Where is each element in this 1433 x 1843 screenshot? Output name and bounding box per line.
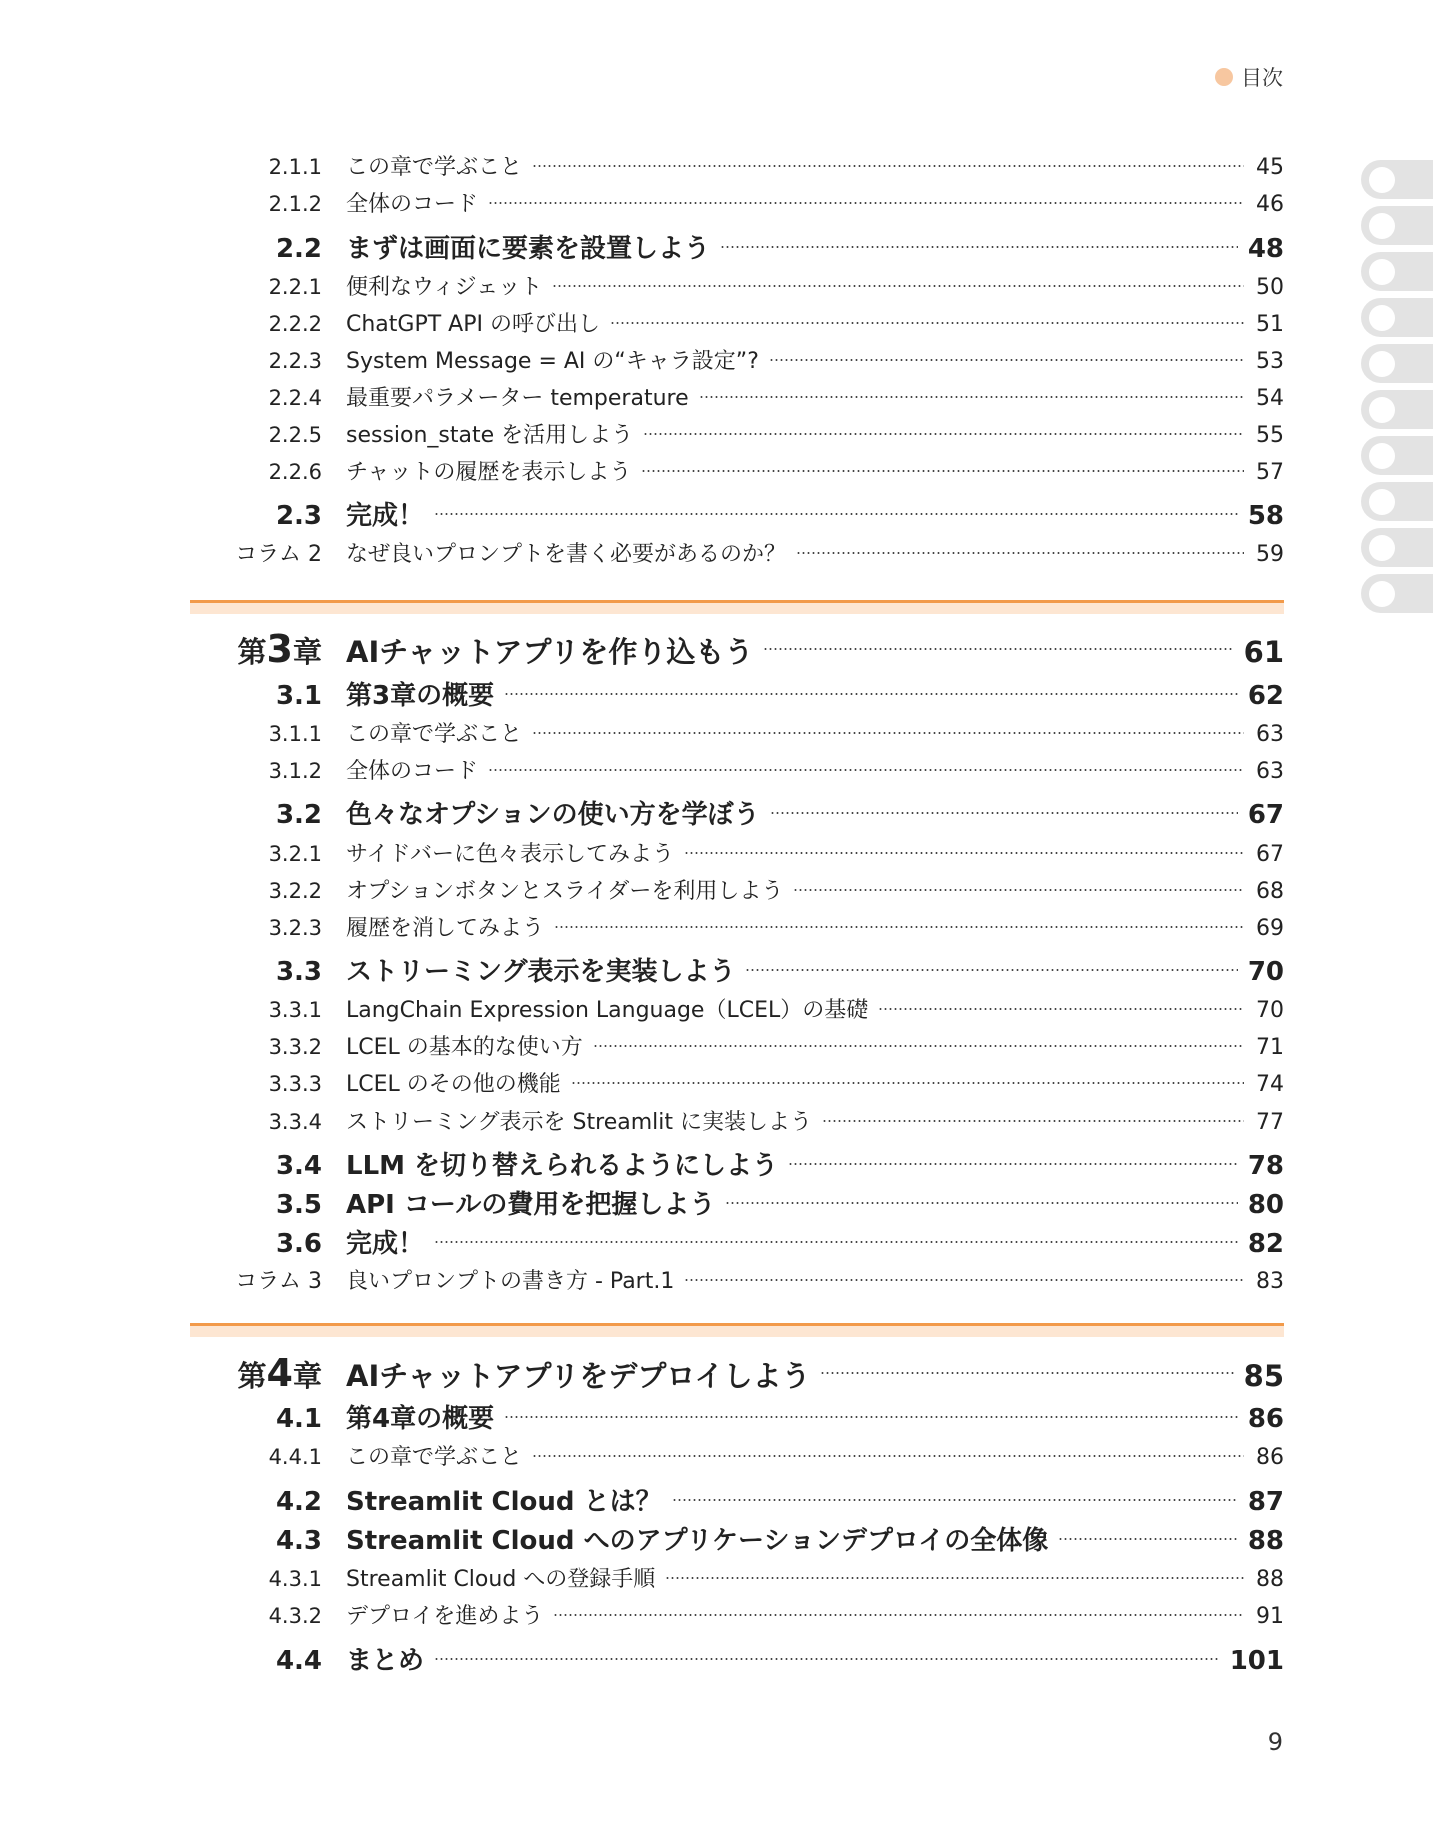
entry-title: チャットの履歴を表示しよう: [346, 460, 632, 485]
entry-number: 3.3.4: [268, 1110, 322, 1134]
entry-number: 3.3.2: [268, 1035, 322, 1059]
entry-number: コラム 3: [235, 1269, 322, 1294]
toc-entry[interactable]: [190, 1223, 1284, 1260]
entry-page: 101: [1229, 1646, 1284, 1676]
toc-entry[interactable]: [190, 794, 1284, 831]
entry-title: サイドバーに色々表示してみよう: [346, 842, 675, 867]
dot-leader: [725, 1202, 1237, 1204]
dot-leader: [665, 1577, 1244, 1579]
toc-entry[interactable]: [190, 1599, 1284, 1630]
chapter-divider: [190, 600, 1284, 614]
entry-title: まとめ: [346, 1646, 425, 1676]
dot-leader: [769, 359, 1244, 361]
entry-page: 50: [1256, 275, 1284, 300]
toc-entry[interactable]: [190, 951, 1284, 988]
toc-entry[interactable]: [190, 1440, 1284, 1471]
entry-title: ストリーミング表示を Streamlit に実装しよう: [346, 1110, 812, 1135]
toc-entry[interactable]: [190, 1105, 1284, 1136]
entry-page: 57: [1256, 460, 1284, 485]
dot-leader: [641, 470, 1244, 472]
entry-title: ストリーミング表示を実装しよう: [346, 957, 736, 987]
entry-number: コラム 2: [235, 542, 322, 567]
entry-number: 3.2.2: [268, 879, 322, 903]
entry-title: この章で学ぶこと: [346, 155, 523, 180]
running-header: [1215, 62, 1283, 92]
entry-title: この章で学ぶこと: [346, 722, 523, 747]
entry-title: この章で学ぶこと: [346, 1445, 523, 1470]
dot-leader: [745, 969, 1237, 971]
entry-number: 3.2.3: [268, 916, 322, 940]
toc-entry[interactable]: [190, 1481, 1284, 1518]
chapter-tab: [1361, 390, 1433, 429]
dot-leader: [699, 396, 1244, 398]
chapter-tab: [1361, 436, 1433, 475]
toc-entry[interactable]: [190, 874, 1284, 905]
entry-title: 全体のコード: [346, 759, 479, 784]
dot-leader: [434, 1658, 1220, 1660]
toc-entry[interactable]: [190, 993, 1284, 1024]
chapter-number: [190, 627, 346, 671]
toc-entry[interactable]: [190, 1640, 1284, 1677]
tab-dot-icon: [1369, 443, 1395, 469]
entry-number: 3.2: [275, 800, 322, 830]
entry-number: 3.3: [275, 957, 322, 987]
entry-title: 全体のコード: [346, 192, 479, 217]
toc-entry[interactable]: [190, 1398, 1284, 1435]
entry-number: 4.3: [275, 1526, 322, 1556]
entry-title: なぜ良いプロンプトを書く必要があるのか？: [346, 542, 787, 567]
entry-page: 53: [1256, 349, 1284, 374]
toc-entry[interactable]: [190, 1520, 1284, 1557]
dot-leader: [553, 1614, 1244, 1616]
dot-leader: [554, 926, 1244, 928]
toc-entry[interactable]: [190, 1030, 1284, 1061]
tab-dot-icon: [1369, 167, 1395, 193]
dot-leader: [593, 1045, 1244, 1047]
header-label: 目次: [1241, 66, 1283, 90]
tab-dot-icon: [1369, 213, 1395, 239]
toc-entry[interactable]: [190, 675, 1284, 712]
header-dot-icon: [1215, 68, 1233, 86]
entry-title: 第4章の概要: [346, 1404, 495, 1434]
entry-number: 3.1.2: [268, 759, 322, 783]
entry-page: 70: [1247, 957, 1284, 987]
entry-number: 3.1: [275, 681, 322, 711]
entry-title: Streamlit Cloud へのアプリケーションデプロイの全体像: [346, 1526, 1049, 1556]
entry-title: LCEL の基本的な使い方: [346, 1035, 583, 1060]
entry-page: 69: [1256, 916, 1284, 941]
entry-title: 第3章の概要: [346, 681, 495, 711]
entry-title: LangChain Expression Language（LCEL）の基礎: [346, 998, 869, 1023]
chapter-tab: [1361, 528, 1433, 567]
entry-title: 色々なオプションの使い方を学ぼう: [346, 800, 760, 830]
dot-leader: [504, 693, 1238, 695]
chapter-tab: [1361, 160, 1433, 199]
entry-number: 2.1.2: [268, 192, 322, 216]
entry-number: 3.6: [275, 1229, 322, 1259]
entry-page: 68: [1256, 879, 1284, 904]
toc-entry[interactable]: [190, 911, 1284, 942]
entry-number: 3.5: [275, 1190, 322, 1220]
chapter-prefix: 第: [237, 635, 267, 669]
entry-page: 70: [1256, 998, 1284, 1023]
chapter-tab: [1361, 574, 1433, 613]
dot-leader: [770, 812, 1238, 814]
entry-page: 55: [1256, 423, 1284, 448]
entry-page: 88: [1256, 1567, 1284, 1592]
entry-number: 3.3.1: [268, 998, 322, 1022]
toc-entry[interactable]: [190, 1145, 1284, 1182]
chapter-tab: [1361, 298, 1433, 337]
entry-number: 3.3.3: [268, 1072, 322, 1096]
chapter-suffix: 章: [292, 1359, 322, 1393]
entry-page: 67: [1247, 800, 1284, 830]
entry-page: 45: [1256, 155, 1284, 180]
dot-leader: [720, 246, 1238, 248]
dot-leader: [504, 1416, 1238, 1418]
toc-entry[interactable]: [190, 150, 1284, 181]
dot-leader: [434, 1241, 1238, 1243]
entry-number: 2.2: [275, 234, 322, 264]
entry-page: 87: [1247, 1487, 1284, 1517]
entry-title: AIチャットアプリをデプロイしよう: [346, 1359, 811, 1393]
chapter-tab: [1361, 206, 1433, 245]
tab-dot-icon: [1369, 259, 1395, 285]
toc-chapter-entry[interactable]: [190, 627, 1284, 671]
dot-leader: [610, 322, 1244, 324]
dot-leader: [796, 552, 1244, 554]
toc-entry[interactable]: [190, 1562, 1284, 1593]
entry-number: 3.4: [275, 1151, 322, 1181]
entry-number: 2.2.3: [268, 349, 322, 373]
entry-page: 67: [1256, 842, 1284, 867]
dot-leader: [788, 1163, 1238, 1165]
toc-entry[interactable]: [190, 455, 1284, 486]
toc-entry[interactable]: [190, 307, 1284, 338]
entry-page: 86: [1247, 1404, 1284, 1434]
entry-page: 71: [1256, 1035, 1284, 1060]
toc-entry[interactable]: [190, 495, 1284, 532]
entry-title: 良いプロンプトの書き方 - Part.1: [346, 1269, 675, 1294]
entry-number: 4.3.2: [268, 1604, 322, 1628]
entry-page: 91: [1256, 1604, 1284, 1629]
chapter-digit: 3: [266, 627, 293, 671]
toc-entry[interactable]: [190, 228, 1284, 265]
entry-title: LLM を切り替えられるようにしよう: [346, 1151, 779, 1181]
entry-page: 88: [1247, 1526, 1284, 1556]
dot-leader: [672, 1499, 1238, 1501]
entry-title: API コールの費用を把握しよう: [346, 1190, 716, 1220]
toc-entry[interactable]: [190, 344, 1284, 375]
chapter-number: [190, 1351, 346, 1395]
entry-number: 2.1.1: [268, 155, 322, 179]
entry-number: 3.1.1: [268, 722, 322, 746]
dot-leader: [643, 433, 1244, 435]
entry-title: オプションボタンとスライダーを利用しよう: [346, 879, 784, 904]
dot-leader: [793, 889, 1244, 891]
entry-title: 履歴を消してみよう: [346, 916, 545, 941]
entry-title: AIチャットアプリを作り込もう: [346, 635, 754, 669]
tab-dot-icon: [1369, 305, 1395, 331]
entry-number: 2.2.1: [268, 275, 322, 299]
entry-page: 86: [1256, 1445, 1284, 1470]
dot-leader: [488, 769, 1244, 771]
tab-dot-icon: [1369, 489, 1395, 515]
chapter-tab: [1361, 344, 1433, 383]
entry-page: 46: [1256, 192, 1284, 217]
entry-number: 2.2.4: [268, 386, 322, 410]
entry-title: System Message = AI の“キャラ設定”?: [346, 349, 759, 374]
chapter-divider: [190, 1323, 1284, 1337]
toc-entry[interactable]: [190, 717, 1284, 748]
tab-dot-icon: [1369, 581, 1395, 607]
toc-entry[interactable]: [190, 270, 1284, 301]
dot-leader: [532, 1455, 1244, 1457]
entry-number: 2.2.5: [268, 423, 322, 447]
dot-leader: [878, 1008, 1244, 1010]
toc-entry[interactable]: [190, 754, 1284, 785]
entry-page: 74: [1256, 1072, 1284, 1097]
entry-page: 80: [1247, 1190, 1284, 1220]
entry-page: 58: [1247, 501, 1284, 531]
entry-page: 63: [1256, 722, 1284, 747]
entry-page: 48: [1247, 234, 1284, 264]
entry-title: 便利なウィジェット: [346, 275, 543, 300]
entry-title: ChatGPT API の呼び出し: [346, 312, 600, 337]
toc-entry[interactable]: [190, 1184, 1284, 1221]
entry-page: 78: [1247, 1151, 1284, 1181]
entry-number: 4.4.1: [268, 1445, 322, 1469]
dot-leader: [532, 165, 1244, 167]
dot-leader: [571, 1082, 1244, 1084]
entry-page: 77: [1256, 1110, 1284, 1135]
entry-title: 最重要パラメーター temperature: [346, 386, 689, 411]
entry-number: 2.2.2: [268, 312, 322, 336]
entry-page: 59: [1256, 542, 1284, 567]
dot-leader: [820, 1372, 1233, 1374]
toc-entry[interactable]: [190, 537, 1284, 568]
toc-entry[interactable]: [190, 1067, 1284, 1098]
entry-number: 4.2: [275, 1487, 322, 1517]
entry-page: 83: [1256, 1269, 1284, 1294]
entry-number: 2.3: [275, 501, 322, 531]
dot-leader: [763, 648, 1233, 650]
tab-dot-icon: [1369, 535, 1395, 561]
toc-entry[interactable]: [190, 187, 1284, 218]
dot-leader: [552, 285, 1244, 287]
dot-leader: [532, 732, 1244, 734]
chapter-prefix: 第: [237, 1359, 267, 1393]
toc-entry[interactable]: [190, 1264, 1284, 1295]
dot-leader: [488, 202, 1244, 204]
chapter-suffix: 章: [292, 635, 322, 669]
dot-leader: [822, 1120, 1244, 1122]
entry-page: 62: [1247, 681, 1284, 711]
dot-leader: [684, 852, 1244, 854]
entry-title: 完成！: [346, 1229, 425, 1259]
toc-entry[interactable]: [190, 381, 1284, 412]
entry-title: Streamlit Cloud への登録手順: [346, 1567, 656, 1592]
chapter-tab: [1361, 482, 1433, 521]
entry-page: 51: [1256, 312, 1284, 337]
chapter-index-tabs: [1361, 160, 1433, 620]
entry-number: 2.2.6: [268, 460, 322, 484]
entry-page: 63: [1256, 759, 1284, 784]
chapter-tab: [1361, 252, 1433, 291]
entry-title: デプロイを進めよう: [346, 1604, 544, 1629]
tab-dot-icon: [1369, 397, 1395, 423]
entry-number: 3.2.1: [268, 842, 322, 866]
page-number: 9: [1267, 1728, 1283, 1756]
entry-number: 4.4: [275, 1646, 322, 1676]
toc-entry[interactable]: [190, 837, 1284, 868]
entry-title: まずは画面に要素を設置しよう: [346, 234, 711, 264]
entry-page: 54: [1256, 386, 1284, 411]
dot-leader: [1058, 1538, 1238, 1540]
entry-title: LCEL のその他の機能: [346, 1072, 561, 1097]
toc-chapter-entry[interactable]: [190, 1351, 1284, 1395]
entry-number: 4.1: [275, 1404, 322, 1434]
entry-title: session_state を活用しよう: [346, 423, 634, 448]
chapter-digit: 4: [266, 1351, 293, 1395]
tab-dot-icon: [1369, 351, 1395, 377]
toc-entry[interactable]: [190, 418, 1284, 449]
entry-page: 82: [1247, 1229, 1284, 1259]
entry-title: 完成！: [346, 501, 425, 531]
entry-page: 61: [1243, 635, 1284, 669]
dot-leader: [434, 513, 1238, 515]
dot-leader: [684, 1279, 1244, 1281]
entry-title: Streamlit Cloud とは？: [346, 1487, 662, 1517]
entry-page: 85: [1243, 1359, 1284, 1393]
entry-number: 4.3.1: [268, 1567, 322, 1591]
